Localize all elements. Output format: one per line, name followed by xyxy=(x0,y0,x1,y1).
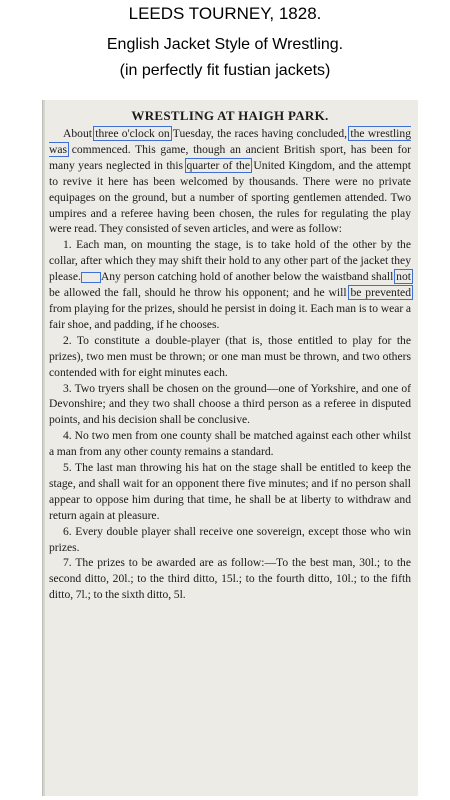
text-run: 1. Each man, on mounting the stage, is to take hold of the other by the collar, after which they may shift their hold to any other part of the jacket they please. xyxy=(49,238,411,284)
article-headline: WRESTLING AT HAIGH PARK. xyxy=(131,108,329,123)
text-run: About xyxy=(63,127,96,140)
paragraph-rule-2: 2. To constitute a double-player (that is, those entitled to play for the prizes), two men must be thrown; or one man must be thrown, and two others contended with for eight minutes each. xyxy=(49,333,411,379)
highlight-box: be prevented xyxy=(350,286,411,300)
newspaper-clipping xyxy=(42,100,418,796)
clipping-content xyxy=(49,108,411,603)
highlight-box: the wrestling was xyxy=(49,127,411,156)
text-run: be allowed the fall, should he throw his opponent; and he will xyxy=(49,286,351,300)
highlight-box: three o'clock on xyxy=(95,127,170,140)
text-run: United Kingdom, and the attempt to revive it here has been welcomed by thousands. There were no private equipages on the ground, but a number of sporting gentlemen attended. Two umpires and a referee having been chosen, the rules for regulating the play were read. They consisted of seven articles, and were as follow: xyxy=(49,158,411,236)
text-run: Any person catching hold of another below the waistband shall xyxy=(100,270,397,284)
highlight-box: not xyxy=(396,270,411,284)
paragraph-rule-4: 4. No two men from one county shall be matched against each other whilst a man from any other county remains a standard. xyxy=(49,429,411,459)
article-body xyxy=(49,126,411,603)
highlight-box xyxy=(81,272,101,283)
scan-edge xyxy=(43,100,45,796)
text-run: commenced. This game, though an ancient British sport, has been for many years neglected in this xyxy=(49,142,411,172)
paragraph-rule-5: 5. The last man throwing his hat on the stage shall be entitled to keep the stage, and shall wait for an opponent there five minutes; and if no person shall appear to oppose him during that time, he shall be at liberty to withdraw and return again at pleasure. xyxy=(49,461,411,522)
paragraph-intro xyxy=(49,126,411,237)
caption-note: (in perfectly fit fustian jackets) xyxy=(119,62,331,79)
paragraph-rule-1 xyxy=(49,237,411,332)
paragraph-rule-6: 6. Every double player shall receive one sovereign, except those who win prizes. xyxy=(49,524,411,554)
highlight-box: quarter of the xyxy=(186,158,250,172)
text-run: from playing for the prizes, should he persist in doing it. Each man is to wear a fair shoe, and padding, if he chooses. xyxy=(49,301,411,331)
paragraph-rule-7: 7. The prizes to be awarded are as follow:—To the best man, 30l.; to the second ditto, 20l.; to the third ditto, 15l.; to the fourth ditto, 10l.; to the fifth ditto, 7l.; to the sixth ditto, 5l. xyxy=(49,556,411,602)
caption-subtitle: English Jacket Style of Wrestling. xyxy=(106,36,344,53)
caption-title: LEEDS TOURNEY, 1828. xyxy=(128,4,322,23)
paragraph-rule-3: 3. Two tryers shall be chosen on the ground—one of Yorkshire, and one of Devonshire; and they two shall choose a third person as a referee in disputed points, and his decision shall be conclusive. xyxy=(49,381,411,427)
text-run: Tuesday, the races having concluded, xyxy=(169,127,351,140)
